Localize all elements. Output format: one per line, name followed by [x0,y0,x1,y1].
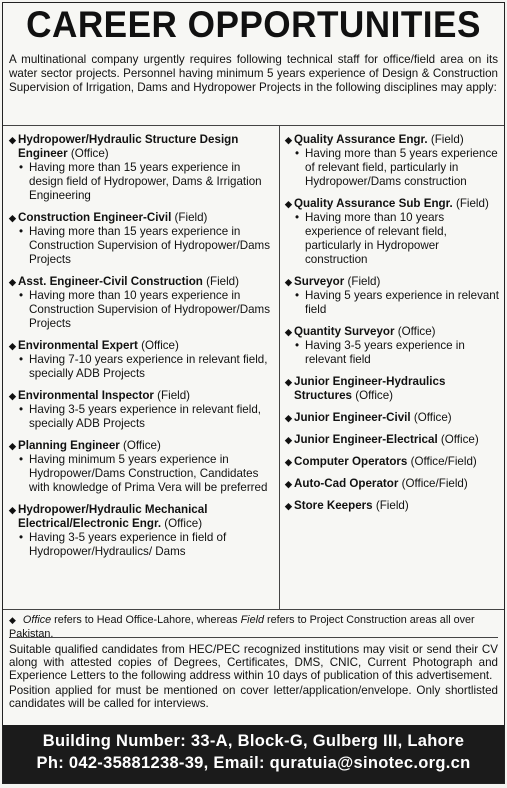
position-type: (Field) [174,211,208,224]
position-requirement [285,339,503,367]
diamond-bullet-icon: ◆ [9,615,16,625]
position-heading [285,411,503,425]
requirement-text: Having more than 10 years experience in Construction Supervision of Hydropower/Dams Projects [29,289,270,330]
bullet-dot-icon: • [19,353,24,366]
diamond-bullet-icon: ◆ [285,199,292,209]
position-title: Hydropower/Hydraulic Structure Design Engineer [18,133,239,160]
position-type: (Office) [123,439,161,452]
position-heading [285,197,503,211]
position-type: (Office) [70,147,109,160]
position-title: Environmental Expert [18,339,138,352]
position-item [285,133,503,189]
position-requirement [285,147,503,189]
position-item [285,197,503,267]
position-type: (Office) [440,433,479,446]
diamond-bullet-icon: ◆ [285,327,292,337]
diamond-bullet-icon: ◆ [285,413,292,423]
diamond-bullet-icon: ◆ [9,135,16,145]
position-type: (Field) [206,275,239,288]
bullet-dot-icon: • [19,289,24,302]
position-type: (Office/Field) [410,455,477,468]
requirement-text: Having more than 5 years experience of relevant field, particularly in Hydropower/Dams construction [305,147,498,188]
ad-title: CAREER OPPORTUNITIES [26,4,481,45]
diamond-bullet-icon: ◆ [285,377,292,387]
position-heading [285,433,503,447]
requirement-text: Having 5 years experience in relevant field [305,289,499,316]
position-title: Computer Operators [294,455,408,468]
position-type: (Field) [157,389,191,402]
requirement-text: Having more than 15 years experience in design field of Hydropower, Dams & Irrigation Engineering [29,161,262,202]
position-type: (Office) [413,411,452,424]
position-title: Planning Engineer [18,439,120,452]
position-requirement [285,289,503,317]
position-title: Construction Engineer-Civil [18,211,172,224]
diamond-bullet-icon: ◆ [285,479,292,489]
position-type: (Office) [164,517,203,530]
instructions-paragraph-2: Position applied for must be mentioned on cover letter/application/envelope. Only shortlisted candidates will be called for interviews. [9,684,498,710]
position-title: Quality Assurance Engr. [294,133,428,146]
bullet-dot-icon: • [19,161,24,174]
position-heading [285,477,503,491]
position-title: Hydropower/Hydraulic Mechanical Electrical/Electronic Engr. [18,503,208,530]
diamond-bullet-icon: ◆ [285,277,292,287]
bullet-dot-icon: • [19,225,24,238]
diamond-bullet-icon: ◆ [9,341,16,351]
bullet-dot-icon: • [295,147,300,160]
left-positions-column [9,133,275,567]
position-requirement [9,161,275,203]
position-title: Quality Assurance Sub Engr. [294,197,453,210]
bullet-dot-icon: • [295,289,300,302]
diamond-bullet-icon: ◆ [9,441,16,451]
position-title: Surveyor [294,275,345,288]
requirement-text: Having 3-5 years experience in relevant field [305,339,465,366]
bullet-dot-icon: • [295,339,300,352]
position-item [285,375,503,403]
bullet-dot-icon: • [19,531,24,544]
requirement-text: Having more than 10 years experience of relevant field, particularly in Hydropower construction [305,211,447,266]
position-requirement [285,211,503,267]
position-requirement [9,353,275,381]
bullet-dot-icon: • [295,211,300,224]
position-heading [285,325,503,339]
position-item [285,455,503,469]
position-heading [9,275,275,289]
requirement-text: Having 3-5 years experience in relevant field, specially ADB Projects [29,403,261,430]
position-heading [285,499,503,513]
position-heading [9,211,275,225]
position-type: (Field) [375,499,409,512]
position-title: Asst. Engineer-Civil Construction [18,275,203,288]
position-title: Store Keepers [294,499,373,512]
position-title: Junior Engineer-Electrical [294,433,438,446]
position-requirement [9,531,275,559]
position-type: (Office) [141,339,179,352]
position-item [9,439,275,495]
position-item [285,275,503,317]
position-type: (Office) [355,389,394,402]
position-item [285,499,503,513]
job-advertisement [2,2,505,784]
position-type: (Field) [347,275,381,288]
diamond-bullet-icon: ◆ [285,435,292,445]
diamond-bullet-icon: ◆ [9,505,16,515]
position-item [285,325,503,367]
position-requirement [9,403,275,431]
diamond-bullet-icon: ◆ [9,277,16,287]
position-requirement [9,453,275,495]
bullet-dot-icon: • [19,453,24,466]
position-heading [285,375,503,403]
position-heading [285,455,503,469]
position-heading [9,503,275,531]
building-address: Building Number: 33-A, Block-G, Gulberg III, Lahore [42,732,465,750]
position-title: Quantity Surveyor [294,325,395,338]
position-item [9,503,275,559]
intro-paragraph: A multinational company urgently requires following technical staff for office/field area on its water sector projects. Personnel having minimum 5 years experience of Design & Construction Supervision of Irrigation, Dams and Hydropower Projects in the following disciplines may apply: [9,53,498,94]
position-item [9,389,275,431]
diamond-bullet-icon: ◆ [285,135,292,145]
position-item [9,211,275,267]
position-type: (Office) [397,325,436,338]
bullet-dot-icon: • [19,403,24,416]
position-item [9,133,275,203]
note-part1: refers to Head Office-Lahore, whereas [54,614,238,626]
note-office-word: Office [22,614,52,626]
position-requirement [9,289,275,331]
position-type: (Office/Field) [401,477,468,490]
position-type: (Field) [430,133,464,146]
diamond-bullet-icon: ◆ [9,391,16,401]
requirement-text: Having minimum 5 years experience in Hydropower/Dams Construction, Candidates with knowledge of Prima Vera will be preferred [29,453,268,494]
position-heading [9,389,275,403]
position-item [9,275,275,331]
position-heading [9,439,275,453]
position-item [285,477,503,491]
position-title: Junior Engineer-Civil [294,411,411,424]
application-instructions [9,637,498,712]
position-item [285,411,503,425]
column-divider [279,126,280,609]
requirement-text: Having 3-5 years experience in field of Hydropower/Hydraulics/ Dams [29,531,227,558]
position-title: Auto-Cad Operator [294,477,399,490]
instructions-paragraph-1: Suitable qualified candidates from HEC/PEC recognized institutions may visit or send their CV along with attested copies of Degrees, Certificates, DMS, CNIC, Current Photograph and Experience Letters to the following address within 10 days of publication of this advertisement. [9,643,498,682]
requirement-text: Having 7-10 years experience in relevant field, specially ADB Projects [29,353,268,380]
contact-address-bar [3,725,504,783]
position-heading [285,275,503,289]
note-field-word: Field [240,614,264,626]
position-title: Environmental Inspector [18,389,154,402]
phone-email: Ph: 042-35881238-39, Email: quratuia@sinotec.org.cn [36,754,471,772]
position-item [9,339,275,381]
requirement-text: Having more than 15 years experience in Construction Supervision of Hydropower/Dams Projects [29,225,270,266]
note-part2: refers to Project Construction areas all over Pakistan. [9,614,475,640]
right-positions-column [285,133,503,521]
position-item [285,433,503,447]
positions-grid [3,125,504,610]
position-title: Junior Engineer-Hydraulics Structures [294,375,446,402]
position-type: (Field) [455,197,489,210]
position-requirement [9,225,275,267]
position-heading [9,339,275,353]
diamond-bullet-icon: ◆ [285,457,292,467]
position-heading [285,133,503,147]
diamond-bullet-icon: ◆ [285,501,292,511]
position-heading [9,133,275,161]
diamond-bullet-icon: ◆ [9,213,16,223]
